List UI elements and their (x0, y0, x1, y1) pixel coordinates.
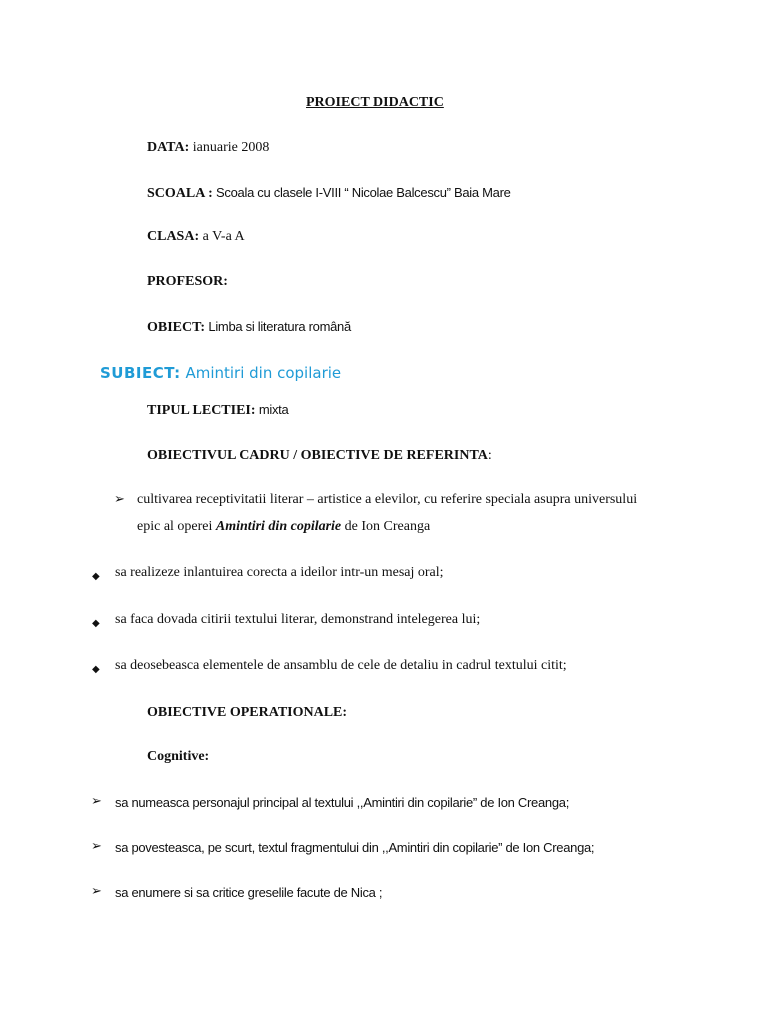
cadru-item-italic: Amintiri din copilarie (215, 519, 342, 534)
cadru-item-pre: epic al operei (137, 519, 216, 534)
data-line (147, 139, 269, 157)
obiectiv-cadru-label: OBIECTIVUL CADRU / OBIECTIVE DE REFERINTA (147, 448, 488, 463)
diamond-bullet-icon: ◆ (92, 664, 100, 675)
obiective-operationale-heading: OBIECTIVE OPERATIONALE: (147, 705, 348, 720)
page-title: PROIECT DIDACTIC (306, 95, 444, 110)
obiect-line (147, 318, 351, 337)
scoala-value: Scoala cu clasele I-VIII “ Nicolae Balcescu” Baia Mare (212, 185, 511, 200)
arrow-bullet-icon: ➢ (91, 839, 102, 854)
list-item: sa povesteasca, pe scurt, textul fragmentului din ,,Amintiri din copilarie” de Ion Creanga; (115, 840, 595, 855)
data-label: DATA: (147, 140, 190, 155)
subiect-value: Amintiri din copilarie (180, 364, 342, 382)
subiect-label: SUBIECT: (100, 364, 181, 382)
list-item: sa numeasca personajul principal al textului ,,Amintiri din copilarie” de Ion Creanga; (115, 795, 570, 810)
clasa-line (147, 228, 245, 246)
cadru-item-line1: cultivarea receptivitatii literar – artistice a elevilor, cu referire speciala asupra universului (137, 492, 638, 507)
obiect-value: Limba si literatura română (205, 319, 351, 334)
obiectiv-cadru-heading (147, 447, 492, 465)
profesor-label: PROFESOR: (147, 274, 228, 289)
obiectiv-cadru-suffix: : (487, 448, 492, 463)
obiect-label: OBIECT: (147, 320, 206, 335)
arrow-bullet-icon: ➢ (114, 492, 125, 507)
subiect-line (100, 364, 341, 382)
diamond-bullet-icon: ◆ (92, 618, 100, 629)
tipul-line (147, 401, 288, 420)
diamond-bullet-icon: ◆ (92, 571, 100, 582)
scoala-label: SCOALA : (147, 186, 213, 201)
arrow-bullet-icon: ➢ (91, 794, 102, 809)
clasa-value: a V-a A (199, 229, 245, 244)
tipul-label: TIPUL LECTIEI: (147, 403, 256, 418)
arrow-bullet-icon: ➢ (91, 884, 102, 899)
tipul-value: mixta (255, 402, 289, 417)
cadru-item-line2 (137, 518, 430, 536)
list-item: sa realizeze inlantuirea corecta a ideilor intr-un mesaj oral; (115, 565, 444, 580)
list-item: sa deosebeasca elementele de ansamblu de cele de detaliu in cadrul textului citit; (115, 658, 567, 673)
data-value: ianuarie 2008 (189, 140, 270, 155)
list-item: sa faca dovada citirii textului literar, demonstrand intelegerea lui; (115, 612, 481, 627)
list-item: sa enumere si sa critice greselile facute de Nica ; (115, 885, 383, 900)
scoala-line (147, 184, 511, 203)
cadru-item-post: de Ion Creanga (341, 519, 431, 534)
clasa-label: CLASA: (147, 229, 200, 244)
cognitive-heading: Cognitive: (147, 749, 210, 764)
profesor-line (147, 273, 228, 291)
